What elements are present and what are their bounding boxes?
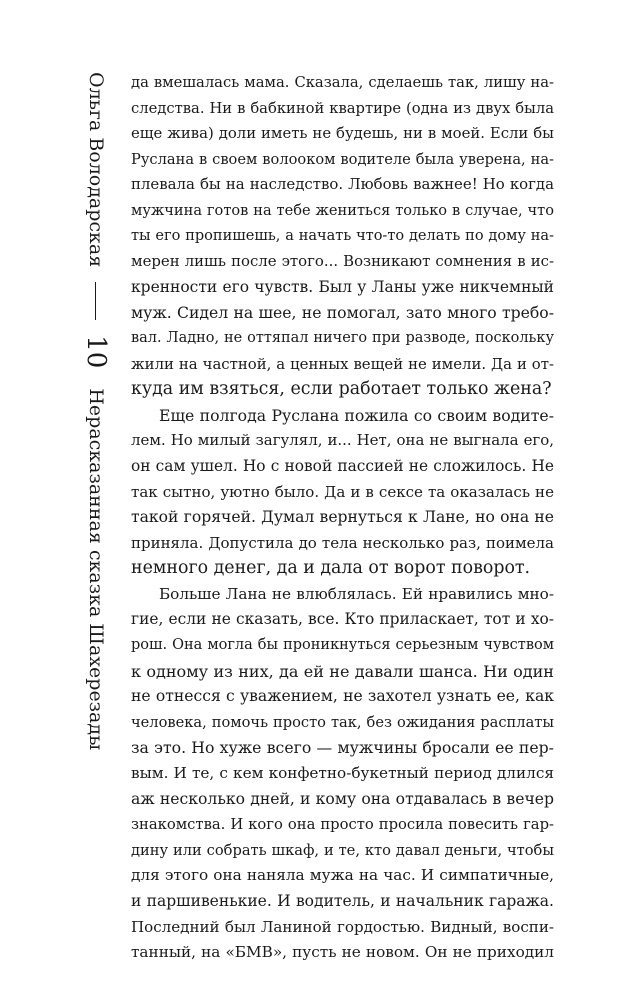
text-line: знакомства. И кого она просто просила повесить гар-	[131, 816, 554, 834]
text-line: аж несколько дней, и кому она отдавалась в вечер	[131, 789, 554, 808]
paragraph	[131, 403, 554, 582]
text-line: человека, помочь просто так, без ожидания расплаты	[131, 713, 554, 731]
text-line: Больше Лана не влюблялась. Ей нравились мно-	[159, 584, 554, 603]
text-line: мужчина готов на тебе жениться только в случае, что	[131, 201, 554, 219]
text-line: ты его пропишешь, а начать что-то делать по дому на-	[131, 227, 554, 244]
paragraph	[131, 582, 554, 966]
running-header	[76, 72, 116, 872]
text-line: гие, если не сказать, все. Кто приласкает, тот и хо-	[131, 610, 554, 629]
body-text	[131, 70, 554, 966]
text-line: немного денег, да и дала от ворот поворот.	[131, 558, 531, 579]
text-line: и паршивенькие. И водитель, и начальник гаража.	[131, 892, 554, 910]
text-line: следства. Ни в бабкиной квартире (одна из двух была	[131, 99, 554, 117]
text-line: Руслана в своем волооком водителе была уверена, на-	[131, 150, 554, 168]
text-line: так сытно, уютно было. Да и в сексе та оказалась не	[131, 482, 554, 501]
text-line: он сам ушел. Но с новой пассией не сложилось. Не	[131, 456, 554, 475]
text-line: танный, на «БМВ», пусть не новом. Он не приходил	[131, 943, 554, 962]
text-line: вым. И те, с кем конфетно-букетный период длился	[131, 764, 554, 783]
header-divider	[96, 282, 97, 320]
text-line: кренности его чувств. Был у Ланы уже никчемный	[131, 277, 554, 296]
text-line: еще жива) доли иметь не будешь, ни в моей. Если бы	[131, 125, 554, 143]
page-number: 10	[81, 335, 111, 369]
text-line: жили на частной, а ценных вещей не имели. Да и от-	[131, 354, 554, 373]
author-name: Ольга Володарская	[85, 72, 107, 268]
text-line: рош. Она могла бы проникнуться серьезным чувством	[131, 637, 554, 654]
text-line: Последний был Ланиной гордостью. Видный, воспи-	[131, 917, 554, 936]
text-line: для этого она наняла мужа на час. И симпатичные,	[131, 866, 554, 885]
text-line: за это. Но хуже всего — мужчины бросали ее пер-	[131, 738, 554, 758]
text-line: дину или собрать шкаф, и те, кто давал деньги, чтобы	[131, 841, 554, 859]
text-line: к одному из них, да ей не давали шанса. Ни один	[131, 661, 554, 681]
text-line: мерен лишь после этого... Возникают сомнения в ис-	[131, 252, 554, 271]
text-line: такой горячей. Думал вернуться к Лане, но она не	[131, 508, 554, 527]
text-line: приняла. Допустила до тела несколько раз, поимела	[131, 533, 554, 552]
book-title: Нерасказанная сказка Шахерезады	[85, 388, 107, 751]
text-line: не отнесся с уважением, не захотел узнать ее, как	[131, 687, 554, 706]
text-line: плевала бы на наследство. Любовь важнее! Но когда	[131, 175, 554, 194]
text-line: Еще полгода Руслана пожила со своим водите-	[159, 405, 554, 425]
text-line: лем. Но милый загулял, и... Нет, она не выгнала его,	[131, 431, 554, 450]
text-line: куда им взяться, если работает только жена?	[131, 379, 552, 400]
text-line: да вмешалась мама. Сказала, сделаешь так, лишу на-	[131, 74, 554, 91]
paragraph	[131, 70, 554, 403]
text-line: муж. Сидел на шее, не помогал, зато много требо-	[131, 303, 554, 323]
text-line: вал. Ладно, не оттяпал ничего при разводе, поскольку	[131, 329, 554, 346]
